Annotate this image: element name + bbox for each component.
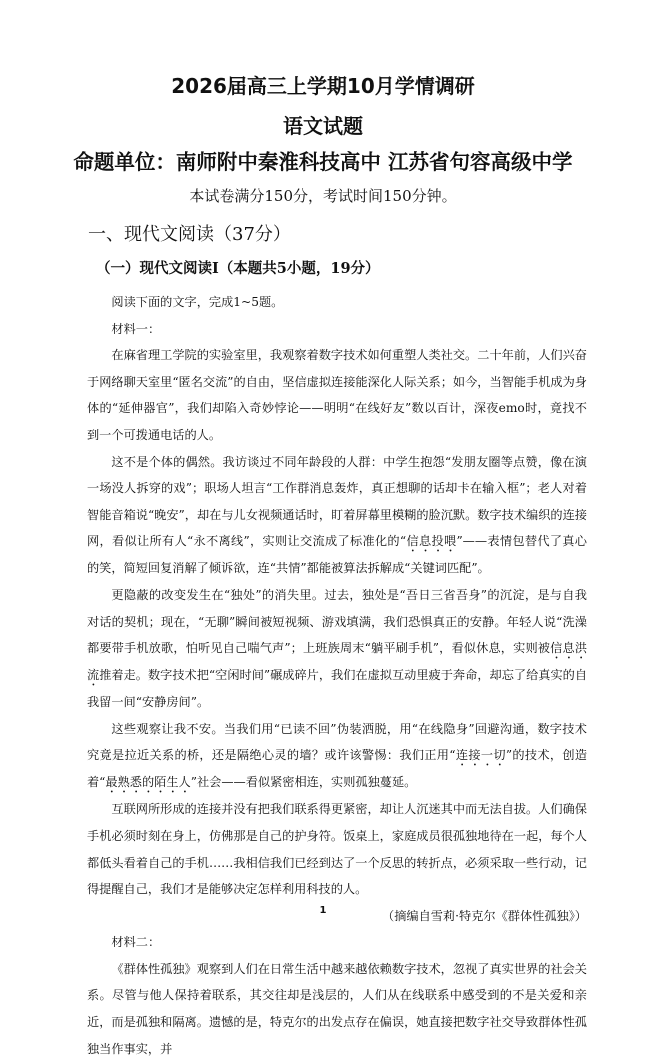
- text-run: ”社会——看似紧密相连，实则孤独蔓延。: [190, 775, 417, 790]
- text-run: 更隐蔽的改变发生在“独处”的消失里。过去，独处是“吾日三省吾身”的沉淀，是与自我对话的契机；现在，“无聊”瞬间被短视频、游戏填满，我们恐惧真正的安静。年轻人说“洗澡都要带手机放歌，怕听见自己喘气声”；上班族周末“躺平刷手机”，看似休息，实则被: [87, 587, 587, 656]
- source-citation: （摘编自雪莉·特克尔《群体性孤独》）: [382, 908, 587, 923]
- exam-title: 2026届高三上学期10月学情调研: [171, 74, 475, 98]
- emphasized-term: 连接一切: [455, 748, 506, 763]
- text-run: ”的技术，创造着“: [87, 748, 588, 790]
- text-run: ”——表情包替代了真心的笑，简短回复消解了倾诉欲，连“共情”都能被算法拆解成“关键词匹配”。: [87, 534, 587, 576]
- text-run: 推着走。数字技术把“空闲时间”碾成碎片，我们在虚拟互动里疲于奔命，却忘了给真实的自我留一间“安静房间”。: [87, 668, 588, 710]
- emphasized-term: 信息洪流: [87, 641, 588, 683]
- text-run: 这不是个体的偶然。我访谈过不同年龄段的人群：中学生抱怨“发朋友圈等点赞，像在演一场没人拆穿的戏”；职场人坦言“工作群消息轰炸，真正想聊的话却卡在输入框”；老人对着智能音箱说“晚安”，却在与儿女视频通话时，盯着屏幕里模糊的脸沉默。数字技术编织的连接网，看似让所有人“永不离线”，实则让交流成了标准化的“: [87, 454, 587, 549]
- paragraph: [87, 449, 587, 582]
- subsection-heading: （一）现代文阅读Ⅰ（本题共5小题，19分）: [96, 260, 380, 277]
- paragraph: [87, 582, 587, 716]
- material2-label: 材料二：: [111, 935, 161, 950]
- authoring-units: 命题单位：南师附中秦淮科技高中 江苏省句容高级中学: [73, 150, 573, 174]
- reading-passage: [87, 289, 587, 1062]
- instruction: 阅读下面的文字，完成1~5题。: [111, 295, 284, 309]
- material1-label: 材料一：: [111, 321, 161, 336]
- paragraph: 互联网所形成的连接并没有把我们联系得更紧密，却让人沉迷其中而无法自拔。人们确保手机必须时刻在身上，仿佛那是自己的护身符。饭桌上，家庭成员很孤独地待在一起，每个人都低头看着自己的手机……我相信我们已经到达了一个反思的转折点，必须采取一些行动，记得提醒自己，我们才是能够决定怎样利用科技的人。: [87, 802, 587, 897]
- subject-title: 语文试题: [283, 114, 363, 138]
- paragraph: 《群体性孤独》观察到人们在日常生活中越来越依赖数字技术，忽视了真实世界的社会关系。尽管与他人保持着联系，其交往却是浅层的，人们从在线联系中感受到的不是关爱和亲近，而是孤独和隔离。遗憾的是，特克尔的出发点存在偏误，她直接把数字社交导致群体性孤独当作事实，并: [87, 961, 587, 1056]
- emphasized-term: 信息投喂: [406, 534, 457, 549]
- paragraph: [87, 716, 587, 797]
- text-run: 这些观察让我不安。当我们用“已读不回”伪装洒脱，用“在线隐身”回避沟通，数字技术究竟是拉近关系的桥，还是隔绝心灵的墙？或许该警惕：我们正用“: [87, 721, 587, 763]
- section-heading: 一、现代文阅读（37分）: [88, 224, 291, 245]
- emphasized-term: 最熟悉的陌生人: [105, 775, 191, 790]
- exam-info: 本试卷满分150分，考试时间150分钟。: [189, 187, 457, 205]
- paragraph: 在麻省理工学院的实验室里，我观察着数字技术如何重塑人类社交。二十年前，人们兴奋于网络聊天室里“匿名交流”的自由，坚信虚拟连接能深化人际关系；如今，当智能手机成为身体的“延伸器官”，我们却陷入奇妙悖论——明明“在线好友”数以百计，深夜emo时，竟找不到一个可拨通电话的人。: [87, 348, 587, 442]
- page-number: 1: [319, 905, 327, 916]
